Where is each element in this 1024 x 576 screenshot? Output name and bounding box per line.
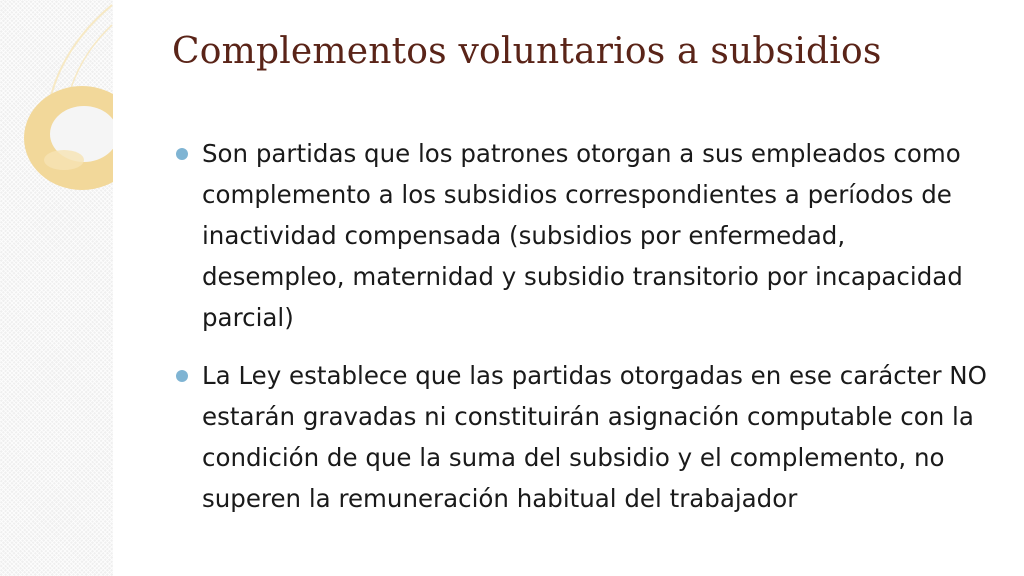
ring-highlight	[44, 150, 84, 170]
bullet-dot-icon	[176, 148, 188, 160]
bullet-dot-icon	[176, 370, 188, 382]
bullet-item	[176, 133, 988, 338]
bullet-text: Son partidas que los patrones otorgan a sus empleados como complemento a los subsidios correspondientes a períodos de inactividad compensada (subsidios por enfermedad, desempleo, maternidad y subsidio transitorio por incapacidad parcial)	[202, 139, 963, 332]
slide-title: Complementos voluntarios a subsidios	[172, 31, 882, 72]
decorative-ring-graphic	[0, 0, 140, 260]
bullet-item	[176, 355, 988, 519]
bullet-list	[176, 133, 988, 536]
bullet-text: La Ley establece que las partidas otorgadas en ese carácter NO estarán gravadas ni constituirán asignación computable con la condición de que la suma del subsidio y el complemento, no superen la remuneración habitual del trabajador	[202, 361, 987, 513]
